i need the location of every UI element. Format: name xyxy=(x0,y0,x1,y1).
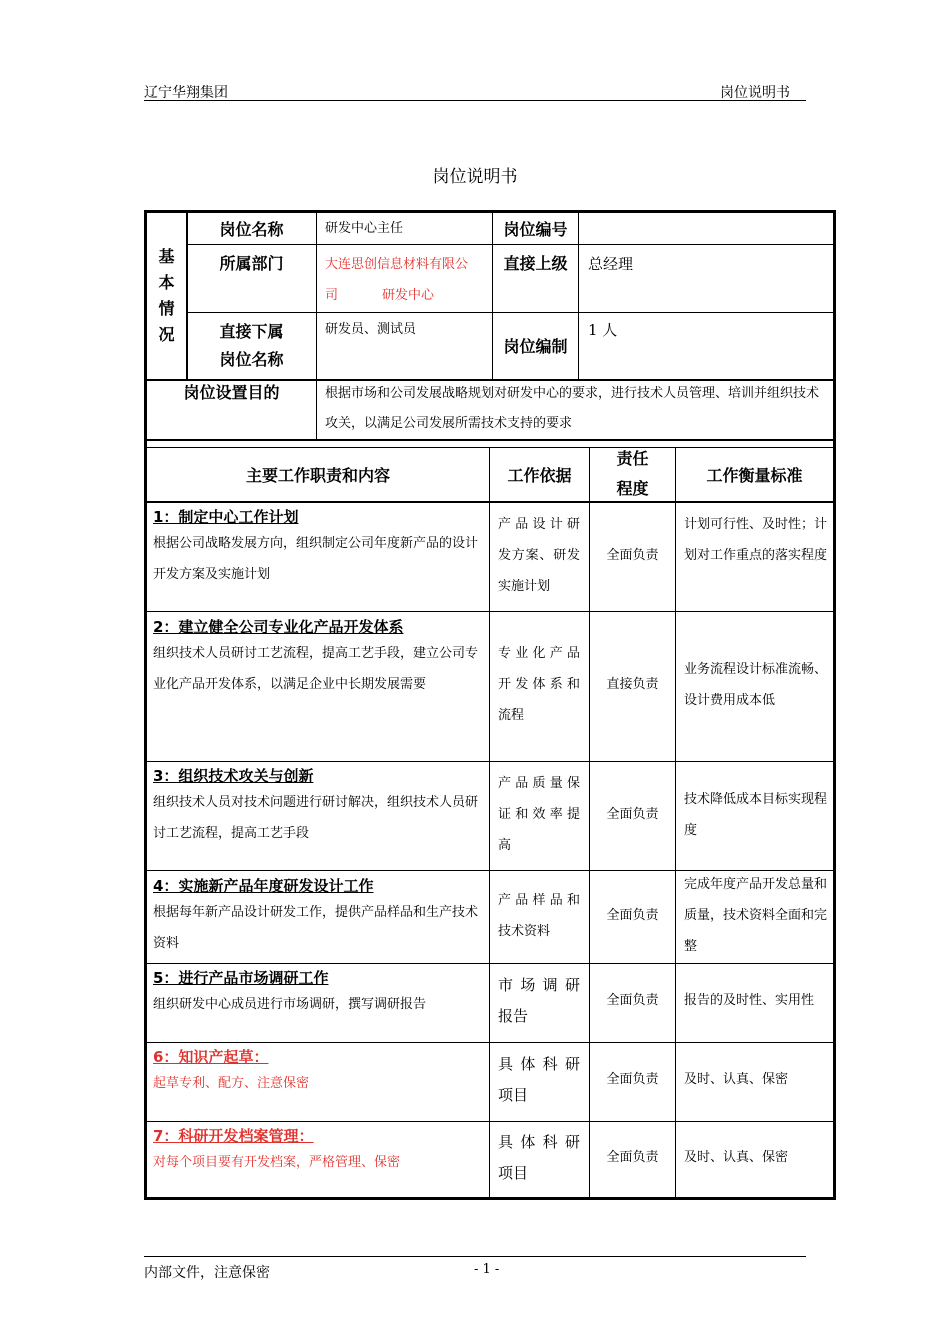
duty-basis: 具体科研 项目 xyxy=(498,1055,580,1104)
duty-standard: 及时、认真、保密 xyxy=(684,1150,789,1165)
duty-description: 组织研发中心成员进行市场调研，撰写调研报告 xyxy=(153,997,427,1012)
subordinates-label: 直接下属 岗位名称 xyxy=(219,322,284,369)
grid-line xyxy=(144,963,836,964)
position-code-label: 岗位编号 xyxy=(503,220,568,239)
headcount-value: 1 人 xyxy=(588,321,618,339)
duty-title: 2：建立健全公司专业化产品开发体系 xyxy=(153,618,404,636)
duty-basis: 产品设计研 发方案、研发 实施计划 xyxy=(498,517,580,594)
duty-basis: 市场调研 报告 xyxy=(498,976,580,1025)
duty-title: 5：进行产品市场调研工作 xyxy=(153,969,329,987)
duty-degree: 全面负责 xyxy=(606,807,659,822)
grid-line xyxy=(316,210,317,440)
header-rule xyxy=(144,100,806,101)
duty-standard: 报告的及时性、实用性 xyxy=(684,993,815,1008)
footer-note: 内部文件，注意保密 xyxy=(144,1265,270,1281)
duty-degree: 全面负责 xyxy=(606,908,659,923)
duty-item xyxy=(153,875,479,959)
page-number: - 1 - xyxy=(474,1262,500,1277)
duty-item xyxy=(153,967,479,1020)
duty-description: 组织技术人员研讨工艺流程，提高工艺手段，建立公司专业化产品开发体系，以满足企业中长期发展需要 xyxy=(153,646,479,692)
header-company: 辽宁华翔集团 xyxy=(144,85,228,101)
footer-rule xyxy=(144,1256,806,1257)
duty-basis: 具体科研 项目 xyxy=(498,1133,580,1182)
position-name-value: 研发中心主任 xyxy=(325,221,404,236)
duty-degree: 全面负责 xyxy=(606,1072,659,1087)
grid-line xyxy=(578,210,579,380)
grid-line xyxy=(144,761,836,762)
duties-header-responsibility: 责任 程度 xyxy=(616,449,649,498)
duty-title: 6：知识产起草： xyxy=(153,1048,269,1066)
duty-standard: 计划可行性、及时性；计划对工作重点的落实程度 xyxy=(684,517,828,563)
duty-description: 组织技术人员对技术问题进行研讨解决，组织技术人员研讨工艺流程，提高工艺手段 xyxy=(153,795,479,841)
duty-title: 4：实施新产品年度研发设计工作 xyxy=(153,877,374,895)
grid-line xyxy=(186,244,834,245)
page-title: 岗位说明书 xyxy=(432,167,518,187)
grid-line xyxy=(186,312,834,313)
duty-title: 1：制定中心工作计划 xyxy=(153,508,299,526)
duty-standard: 完成年度产品开发总量和质量，技术资料全面和完整 xyxy=(684,877,828,954)
duty-degree: 直接负责 xyxy=(606,677,659,692)
duty-item xyxy=(153,616,479,700)
section-label-basic-info: 基 本 情 况 xyxy=(158,247,175,344)
position-name-label: 岗位名称 xyxy=(219,220,284,239)
superior-value: 总经理 xyxy=(588,255,634,273)
grid-line xyxy=(675,447,676,1200)
duty-item xyxy=(153,1125,479,1178)
duty-standard: 业务流程设计标准流畅、设计费用成本低 xyxy=(684,662,828,708)
department-label: 所属部门 xyxy=(219,254,284,273)
grid-line xyxy=(489,447,490,1200)
purpose-text: 根据市场和公司发展战略规划对研发中心的要求，进行技术人员管理、培训并组织技术攻关，以满足公司发展所需技术支持的要求 xyxy=(325,386,820,431)
duty-title: 7：科研开发档案管理： xyxy=(153,1127,314,1145)
grid-line xyxy=(144,611,836,612)
duty-description: 根据每年新产品设计研发工作，提供产品样品和生产技术资料 xyxy=(153,905,479,951)
subordinates-value: 研发员、测试员 xyxy=(325,322,417,337)
duty-description: 对每个项目要有开发档案，严格管理、保密 xyxy=(153,1155,401,1170)
duty-item xyxy=(153,765,479,849)
duty-standard: 技术降低成本目标实现程度 xyxy=(684,792,828,838)
duty-item xyxy=(153,1046,479,1099)
duty-item xyxy=(153,506,479,590)
duties-header-content: 主要工作职责和内容 xyxy=(245,466,390,485)
grid-line xyxy=(144,439,836,441)
grid-line xyxy=(144,1121,836,1122)
header-doc-type: 岗位说明书 xyxy=(720,85,790,101)
grid-line xyxy=(144,1042,836,1043)
duty-title: 3：组织技术攻关与创新 xyxy=(153,767,314,785)
duty-basis: 专业化产品 开发体系和 流程 xyxy=(498,646,580,723)
duties-header-standard: 工作衡量标准 xyxy=(706,466,803,485)
duty-basis: 产品样品和 技术资料 xyxy=(498,893,580,939)
duty-basis: 产品质量保 证和效率提 高 xyxy=(498,776,580,853)
job-description-table xyxy=(144,210,836,1200)
duty-description: 根据公司战略发展方向，组织制定公司年度新产品的设计开发方案及实施计划 xyxy=(153,536,479,582)
headcount-label: 岗位编制 xyxy=(503,336,568,356)
duty-degree: 全面负责 xyxy=(606,548,659,563)
duty-degree: 全面负责 xyxy=(606,1150,659,1165)
duty-degree: 全面负责 xyxy=(606,993,659,1008)
grid-line xyxy=(144,501,836,503)
duty-description: 起草专利、配方、注意保密 xyxy=(153,1076,310,1091)
purpose-label: 岗位设置目的 xyxy=(183,383,280,402)
position-code-value xyxy=(588,213,828,244)
duty-standard: 及时、认真、保密 xyxy=(684,1072,789,1087)
superior-label: 直接上级 xyxy=(503,254,568,273)
department-value: 大连思创信息材料有限公 司 研发中心 xyxy=(325,257,469,303)
duties-header-basis: 工作依据 xyxy=(507,466,572,485)
